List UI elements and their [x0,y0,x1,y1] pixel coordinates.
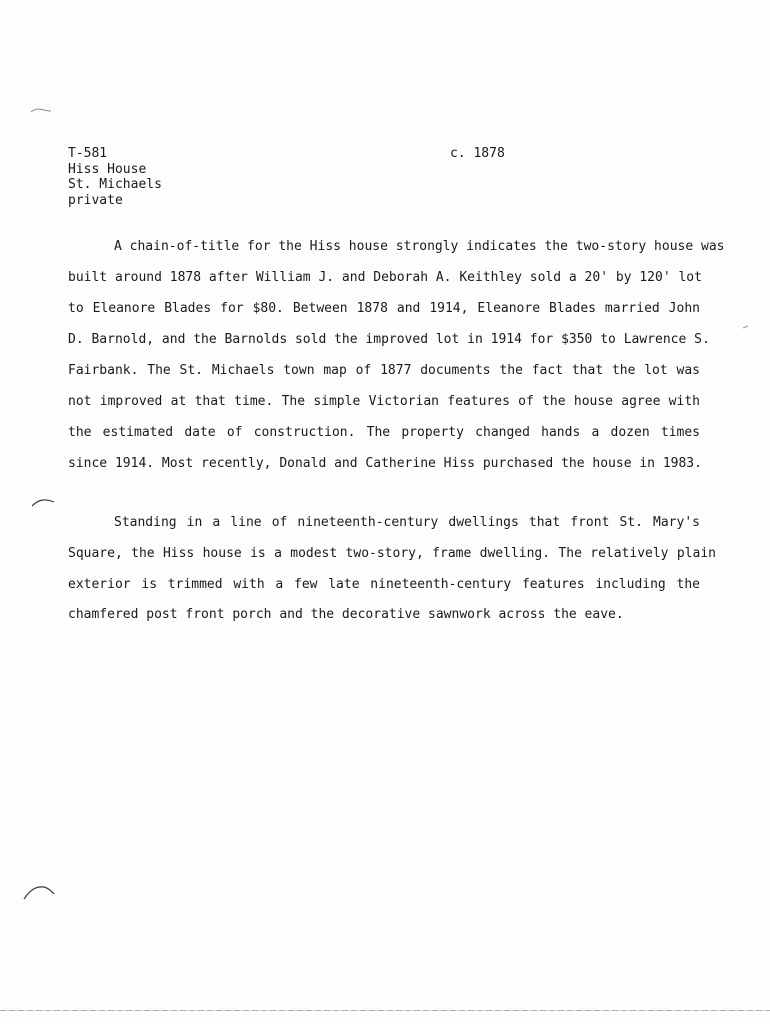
paragraph-line: D. Barnold, and the Barnolds sold the improved lot in 1914 for $350 to Lawrence S. [68,332,710,347]
paragraph-line: chamfered post front porch and the decorative sawnwork across the eave. [68,607,624,622]
property-name: Hiss House [68,161,147,177]
scan-mark-middle [30,496,56,508]
date-label: c. 1878 [450,146,505,161]
paragraph-line: exterior is trimmed with a few late nineteenth-century features including the [68,577,700,592]
location: St. Michaels [68,177,162,192]
scan-mark-right [742,324,750,330]
scan-mark-top [30,106,52,114]
header-block [68,146,162,208]
paragraph-line: since 1914. Most recently, Donald and Catherine Hiss purchased the house in 1983. [68,456,702,471]
access: private [68,192,123,208]
paragraph-line: A chain-of-title for the Hiss house strongly indicates the two-story house was [114,239,725,254]
scan-mark-lower [22,882,56,902]
paragraph-line: Standing in a line of nineteenth-century dwellings that front St. Mary's [114,515,700,530]
inventory-number: T-581 [68,146,108,161]
paragraph-line: Fairbank. The St. Michaels town map of 1877 documents the fact that the lot was [68,363,700,378]
paragraph-line: Square, the Hiss house is a modest two-story, frame dwelling. The relatively plain [68,546,716,561]
scan-edge-line [0,1010,770,1011]
paragraph-line: built around 1878 after William J. and Deborah A. Keithley sold a 20' by 120' lot [68,270,702,285]
paragraph-line: to Eleanore Blades for $80. Between 1878 and 1914, Eleanore Blades married John [68,301,700,316]
paragraph-line: the estimated date of construction. The property changed hands a dozen times [68,425,700,440]
paragraph-line: not improved at that time. The simple Victorian features of the house agree with [68,394,700,409]
